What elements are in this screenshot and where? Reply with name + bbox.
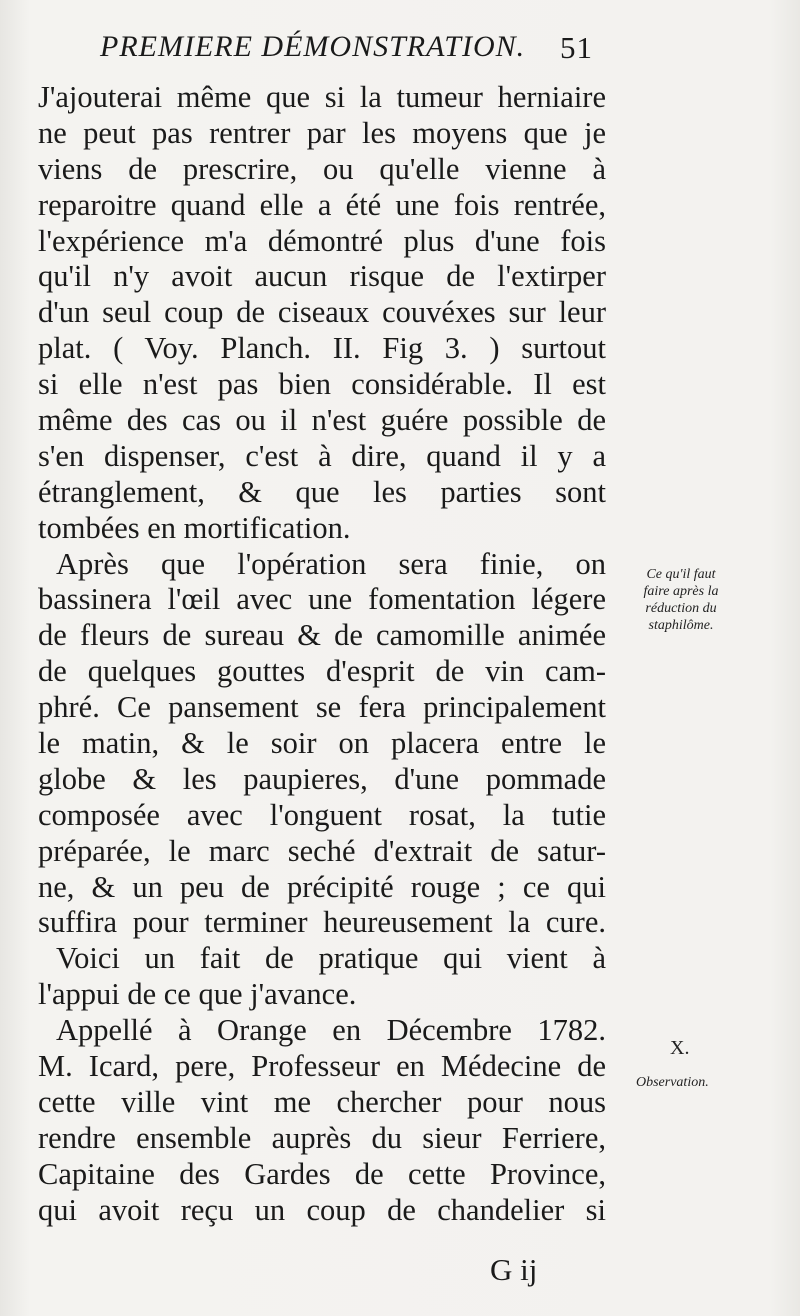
- text-line: plat. ( Voy. Planch. II. Fig 3. ) surtout: [38, 331, 606, 366]
- text-line: composée avec l'onguent rosat, la tutie: [38, 797, 606, 832]
- text-line: J'ajouterai même que si la tumeur herniaire: [38, 80, 606, 114]
- text-line: s'en dispenser, c'est à dire, quand il y a: [38, 438, 606, 473]
- text-line: suffira pour terminer heureusement la cure.: [38, 905, 606, 940]
- text-line: de quelques gouttes d'esprit de vin cam-: [38, 654, 606, 689]
- text-line: ne peut pas rentrer par les moyens que je: [38, 115, 606, 150]
- text-line: Appellé à Orange en Décembre 1782.: [56, 1013, 606, 1048]
- margin-note-line: staphilôme.: [648, 618, 714, 633]
- text-line: viens de prescrire, ou qu'elle vienne à: [38, 151, 606, 186]
- text-line: phré. Ce pansement se fera principalement: [38, 690, 606, 725]
- text-line: ne, & un peu de précipité rouge ; ce qui: [38, 869, 606, 904]
- text-line: M. Icard, pere, Professeur en Médecine de: [38, 1049, 606, 1084]
- text-line: rendre ensemble auprès du sieur Ferriere,: [38, 1120, 606, 1155]
- text-line: de fleurs de sureau & de camomille animée: [38, 618, 606, 653]
- text-line: l'expérience m'a démontré plus d'une fois: [38, 223, 606, 258]
- text-line: reparoitre quand elle a été une fois rentrée,: [38, 187, 606, 222]
- text-line: Voici un fait de pratique qui vient à: [56, 941, 606, 976]
- margin-note-line: réduction du: [645, 601, 717, 616]
- text-line: bassinera l'œil avec une fomentation légere: [38, 582, 606, 617]
- body-text: [38, 80, 606, 1229]
- text-line: l'appui de ce que j'avance.: [38, 977, 357, 1012]
- text-line: étranglement, & que les parties sont: [38, 474, 606, 509]
- text-line: si elle n'est pas bien considérable. Il est: [38, 367, 606, 402]
- text-line: cette ville vint me chercher pour nous: [38, 1084, 606, 1119]
- text-line: d'un seul coup de ciseaux couvéxes sur leur: [38, 295, 606, 330]
- running-header: [100, 30, 620, 70]
- text-line: globe & les paupieres, d'une pommade: [38, 761, 606, 796]
- page-number: 51: [560, 30, 593, 65]
- text-line: qu'il n'y avoit aucun risque de l'extirper: [38, 259, 606, 294]
- text-line: Capitaine des Gardes de cette Province,: [38, 1156, 606, 1191]
- running-title: PREMIERE DÉMONSTRATION.: [100, 30, 526, 63]
- margin-note-staphylome: [618, 566, 744, 634]
- signature-mark: G ij: [490, 1252, 538, 1287]
- text-line: Après que l'opération sera finie, on: [56, 546, 606, 581]
- margin-section-label: Observation.: [636, 1075, 709, 1090]
- text-line: le matin, & le soir on placera entre le: [38, 726, 606, 761]
- text-line: qui avoit reçu un coup de chandelier si: [38, 1192, 606, 1227]
- margin-section-number: X.: [670, 1037, 690, 1059]
- text-line: préparée, le marc seché d'extrait de satur-: [38, 833, 606, 868]
- text-line: même des cas ou il n'est guére possible de: [38, 403, 606, 438]
- margin-note-line: Ce qu'il faut: [646, 567, 716, 582]
- text-line: tombées en mortification.: [38, 510, 351, 545]
- margin-note-line: faire après la: [643, 584, 719, 599]
